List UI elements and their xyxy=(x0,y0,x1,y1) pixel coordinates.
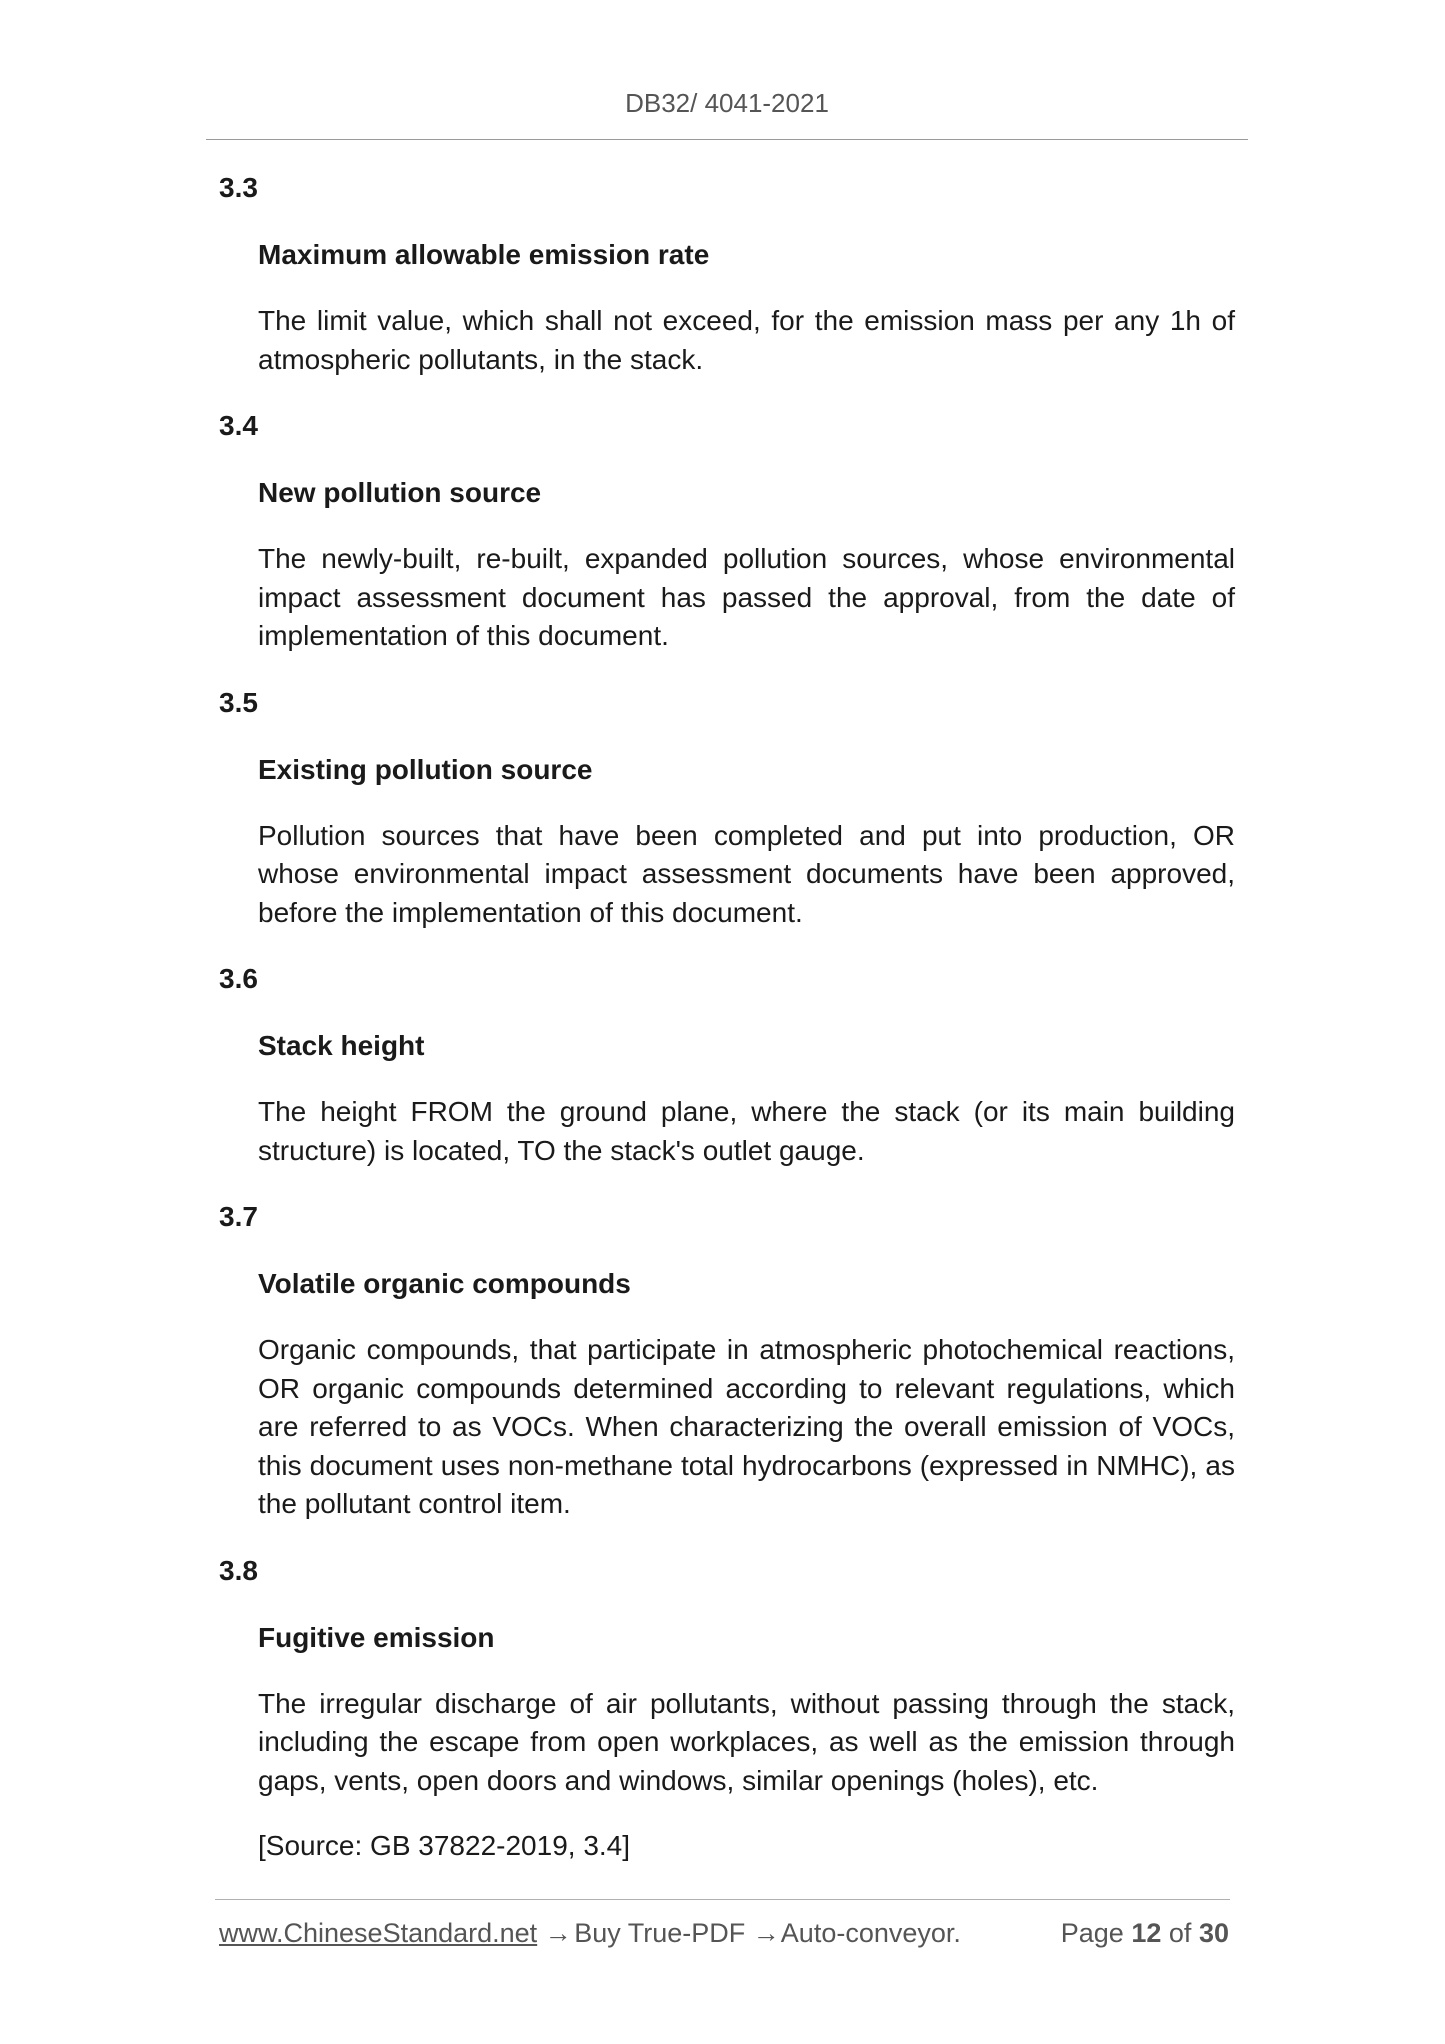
section-3-6 xyxy=(219,959,1235,1170)
section-term: Maximum allowable emission rate xyxy=(258,239,710,270)
footer-promo xyxy=(219,1918,961,1949)
total-page-count: 30 xyxy=(1198,1918,1229,1948)
section-term: Volatile organic compounds xyxy=(258,1268,631,1299)
section-number: 3.4 xyxy=(219,410,258,441)
page-footer xyxy=(219,1918,1229,1949)
section-number: 3.6 xyxy=(219,963,258,994)
section-3-7 xyxy=(219,1197,1235,1524)
arrow-right-icon: → xyxy=(544,1918,572,1948)
section-term: Fugitive emission xyxy=(258,1621,495,1653)
section-number: 3.5 xyxy=(219,686,258,718)
section-definition: Pollution sources that have been completed and put into production, OR whose environmental impact assessment documents have been approved, before the implementation of this document. xyxy=(258,819,1235,928)
section-3-5 xyxy=(219,683,1235,933)
arrow-right-icon: → xyxy=(752,1918,780,1948)
section-term: New pollution source xyxy=(258,477,542,508)
auto-conveyor-text: Auto-conveyor. xyxy=(780,1918,961,1948)
section-source-note: [Source: GB 37822-2019, 3.4] xyxy=(258,1830,631,1861)
section-definition: The irregular discharge of air pollutants, without passing through the stack, including the escape from open workplaces, as well as the emission through gaps, vents, open doors and windows, similar openings (holes), etc. xyxy=(258,1687,1235,1796)
footer-divider xyxy=(215,1899,1230,1900)
section-3-4 xyxy=(219,406,1235,656)
section-term: Existing pollution source xyxy=(258,753,593,785)
section-3-8 xyxy=(219,1551,1235,1866)
document-body xyxy=(219,168,1235,1866)
section-number: 3.3 xyxy=(219,172,258,203)
section-definition: The height FROM the ground plane, where the stack (or its main building structure) is located, TO the stack's outlet gauge. xyxy=(258,1096,1235,1166)
page-indicator: Page 12 of 30 xyxy=(1060,1918,1229,1948)
section-term: Stack height xyxy=(258,1030,425,1061)
header-divider xyxy=(206,139,1248,140)
buy-true-pdf-text: Buy True-PDF xyxy=(574,1918,746,1948)
website-link[interactable]: www.ChineseStandard.net xyxy=(219,1918,538,1948)
section-definition: The limit value, which shall not exceed, for the emission mass per any 1h of atmospheric pollutants, in the stack. xyxy=(258,305,1235,375)
section-number: 3.7 xyxy=(219,1201,258,1232)
current-page-number: 12 xyxy=(1131,1918,1162,1948)
document-code-header: DB32/ 4041-2021 xyxy=(625,88,829,118)
section-definition: Organic compounds, that participate in atmospheric photochemical reactions, OR organic compounds determined according to relevant regulations, which are referred to as VOCs. When characterizing the overall emission of VOCs, this document uses non-methane total hydrocarbons (expressed in NMHC), as the pollutant control item. xyxy=(258,1334,1235,1519)
section-number: 3.8 xyxy=(219,1554,258,1586)
section-3-3 xyxy=(219,168,1235,379)
section-definition: The newly-built, re-built, expanded pollution sources, whose environmental impact assessment document has passed the approval, from the date of implementation of this document. xyxy=(258,543,1235,651)
